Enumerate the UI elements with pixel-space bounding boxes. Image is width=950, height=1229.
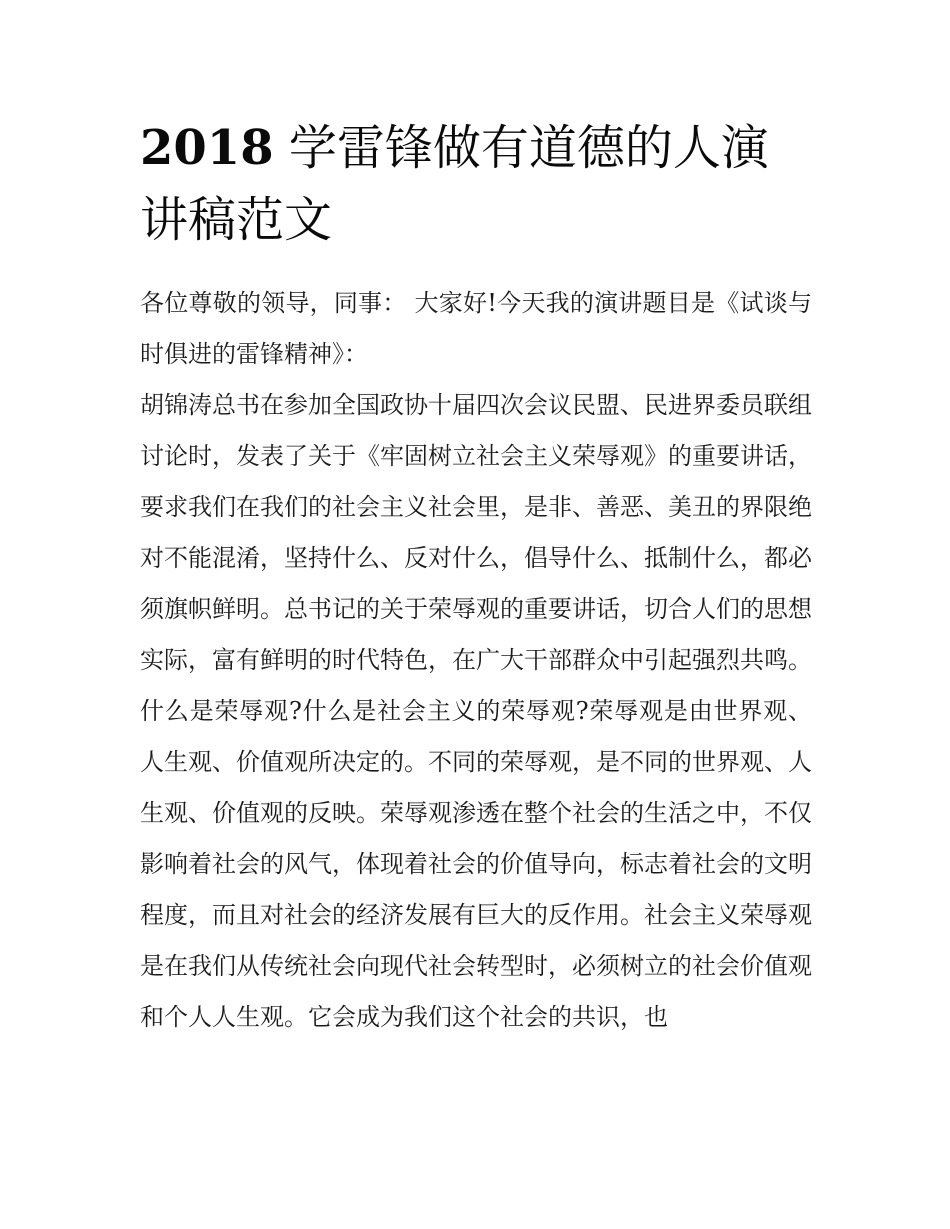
paragraph-speech-context: 胡锦涛总书在参加全国政协十届四次会议民盟、民进界委员联组讨论时，发表了关于《牢固树立社会主义荣辱观》的重要讲话，要求我们在我们的社会主义社会里，是非、善恶、美丑的界限绝对不能混淆，坚持什么、反对什么，倡导什么、抵制什么，都必须旗帜鲜明。总书记的关于荣辱观的重要讲话，切合人们的思想实际，富有鲜明的时代特色，在广大干部群众中引起强烈共鸣。 bbox=[140, 391, 812, 674]
paragraph-honor-concept: 什么是荣辱观?什么是社会主义的荣辱观?荣辱观是由世界观、人生观、价值观所决定的。不同的荣辱观，是不同的世界观、人生观、价值观的反映。荣辱观渗透在整个社会的生活之中，不仅影响着社会的风气，体现着社会的价值导向，标志着社会的文明程度，而且对社会的经济发展有巨大的反作用。社会主义荣辱观是在我们从传统社会向现代社会转型时，必须树立的社会价值观和个人人生观。它会成为我们这个社会的共识，也 bbox=[140, 697, 812, 1031]
paragraph-greeting: 各位尊敬的领导，同事： 大家好!今天我的演讲题目是《试谈与时俱进的雷锋精神》： bbox=[140, 289, 812, 368]
title-text: 学雷锋做有道德的人演讲稿范文 bbox=[140, 120, 769, 248]
document-body bbox=[140, 278, 812, 1043]
document-title bbox=[140, 112, 810, 256]
title-year: 2018 bbox=[140, 120, 274, 176]
